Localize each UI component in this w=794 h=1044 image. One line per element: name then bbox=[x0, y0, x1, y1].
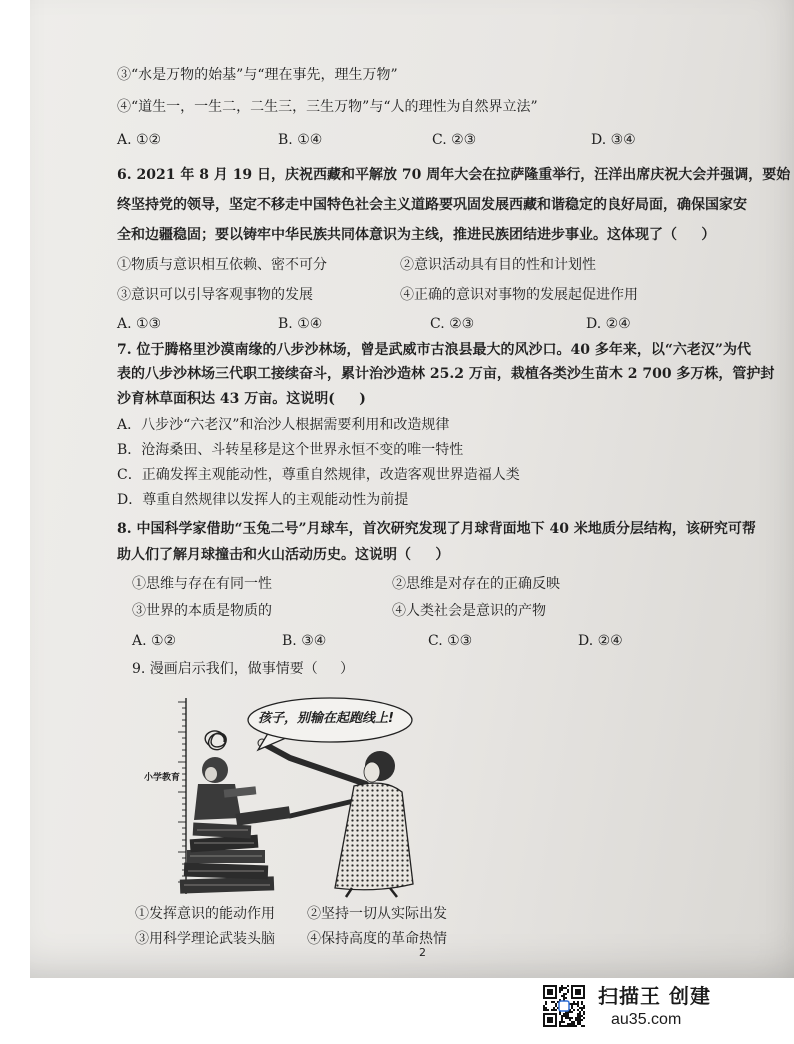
qr-module bbox=[561, 985, 563, 987]
question-8-option-2: ②思维是对存在的正确反映 bbox=[392, 576, 560, 592]
question-5-option-4: ④“道生一，一生二，二生三，三生万物”与“人的理性为自然界立法” bbox=[117, 99, 538, 115]
qr-module bbox=[559, 987, 561, 989]
qr-module bbox=[567, 989, 569, 991]
question-7-stem-line-2: 表的八步沙林场三代职工接续奋斗，累计治沙造林 25.2 万亩，栽植各类沙生苗木 2 700 多万株，管护封 bbox=[117, 366, 775, 382]
qr-module bbox=[567, 991, 569, 993]
question-8-stem-line-2: 助人们了解月球撞击和火山活动历史。这说明（ ） bbox=[117, 547, 450, 563]
qr-module bbox=[581, 1001, 583, 1003]
qr-module bbox=[555, 1005, 557, 1007]
question-5-answer-c: C. ②③ bbox=[432, 132, 477, 148]
qr-module bbox=[571, 1007, 573, 1009]
qr-module bbox=[567, 1025, 569, 1027]
qr-module bbox=[559, 1013, 561, 1015]
question-6-answer-d: D. ②④ bbox=[586, 316, 631, 332]
qr-module bbox=[575, 1017, 577, 1019]
question-8-answer-d: D. ②④ bbox=[578, 633, 623, 649]
qr-module bbox=[565, 997, 567, 999]
qr-module bbox=[577, 1021, 579, 1023]
qr-module bbox=[577, 1013, 579, 1015]
qr-module bbox=[561, 1021, 563, 1023]
qr-module bbox=[561, 987, 563, 989]
woman-face bbox=[364, 762, 380, 782]
woman-other-arm bbox=[290, 800, 358, 816]
qr-module bbox=[581, 1015, 583, 1017]
qr-module bbox=[579, 1019, 581, 1021]
question-8-option-1: ①思维与存在有同一性 bbox=[132, 576, 272, 592]
qr-module bbox=[563, 1021, 565, 1023]
qr-module bbox=[543, 1009, 545, 1011]
qr-finder-bottom-left bbox=[543, 1013, 557, 1027]
qr-module bbox=[551, 1001, 553, 1003]
qr-module bbox=[553, 1007, 555, 1009]
qr-module bbox=[571, 1005, 573, 1007]
question-8-stem-line-1: 8. 中国科学家借助“玉兔二号”月球车，首次研究发现了月球背面地下 40 米地质分层结构，该研究可帮 bbox=[117, 521, 756, 537]
book-stack bbox=[180, 822, 274, 893]
question-6-option-3: ③意识可以引导客观事物的发展 bbox=[117, 287, 313, 303]
qr-module bbox=[559, 989, 561, 991]
page-number: 2 bbox=[419, 946, 426, 959]
qr-module bbox=[565, 1025, 567, 1027]
qr-module bbox=[565, 987, 567, 989]
qr-module bbox=[571, 1021, 573, 1023]
question-7-stem-line-3: 沙育林草面积达 43 万亩。这说明( ) bbox=[117, 391, 366, 407]
qr-module bbox=[571, 1003, 573, 1005]
qr-module bbox=[567, 1013, 569, 1015]
qr-module bbox=[569, 1017, 571, 1019]
question-9-option-1: ①发挥意识的能动作用 bbox=[135, 906, 275, 922]
question-6-option-4: ④正确的意识对事物的发展起促进作用 bbox=[400, 287, 638, 303]
qr-module bbox=[567, 1023, 569, 1025]
qr-center-logo bbox=[559, 1001, 569, 1011]
qr-module bbox=[583, 1017, 585, 1019]
qr-module bbox=[545, 1007, 547, 1009]
qr-module bbox=[545, 1003, 547, 1005]
qr-module bbox=[571, 1023, 573, 1025]
qr-module bbox=[553, 1001, 555, 1003]
qr-module bbox=[559, 1025, 561, 1027]
question-9-stem: 9. 漫画启示我们，做事情要（ ） bbox=[132, 661, 355, 677]
question-6-option-2: ②意识活动具有目的性和计划性 bbox=[400, 257, 596, 273]
qr-module bbox=[563, 1015, 565, 1017]
qr-module bbox=[577, 1009, 579, 1011]
qr-code-icon bbox=[543, 985, 585, 1027]
qr-module bbox=[553, 1009, 555, 1011]
qr-module bbox=[573, 1009, 575, 1011]
question-5-answer-a: A. ①② bbox=[117, 132, 162, 148]
qr-module bbox=[563, 1025, 565, 1027]
qr-module bbox=[565, 1017, 567, 1019]
qr-module bbox=[581, 1019, 583, 1021]
question-6-stem-line-2: 终坚持党的领导，坚定不移走中国特色社会主义道路要巩固发展西藏和谐稳定的良好局面，确保国家安 bbox=[117, 197, 747, 213]
qr-module bbox=[555, 1009, 557, 1011]
qr-module bbox=[577, 1001, 579, 1003]
qr-module bbox=[579, 1015, 581, 1017]
qr-module bbox=[545, 1001, 547, 1003]
qr-module bbox=[563, 997, 565, 999]
qr-module bbox=[545, 1009, 547, 1011]
qr-module bbox=[575, 1019, 577, 1021]
question-9-option-3: ③用科学理论武装头脑 bbox=[135, 931, 275, 947]
qr-module bbox=[577, 1019, 579, 1021]
qr-module bbox=[573, 1023, 575, 1025]
question-5-answer-d: D. ③④ bbox=[591, 132, 636, 148]
qr-module bbox=[561, 995, 563, 997]
qr-module bbox=[563, 995, 565, 997]
qr-module bbox=[567, 985, 569, 987]
tangled-thoughts-scribble bbox=[205, 731, 226, 750]
qr-module bbox=[559, 1023, 561, 1025]
scanner-brand-text: 扫描王 创建 bbox=[598, 984, 711, 1008]
qr-module bbox=[583, 1005, 585, 1007]
qr-module bbox=[579, 1021, 581, 1023]
qr-module bbox=[565, 993, 567, 995]
question-5-option-3: ③“水是万物的始基”与“理在事先，理生万物” bbox=[117, 67, 398, 83]
woman-book bbox=[235, 806, 290, 825]
qr-module bbox=[577, 1023, 579, 1025]
qr-module bbox=[543, 1005, 545, 1007]
qr-module bbox=[581, 1007, 583, 1009]
speech-bubble-text: 孩子，别输在起跑线上! bbox=[258, 711, 394, 726]
question-6-answer-a: A. ①③ bbox=[117, 316, 162, 332]
qr-module bbox=[577, 1005, 579, 1007]
qr-module bbox=[581, 1003, 583, 1005]
qr-module bbox=[575, 1025, 577, 1027]
question-8-option-4: ④人类社会是意识的产物 bbox=[392, 603, 546, 619]
question-7-option-b: B．沧海桑田、斗转星移是这个世界永恒不变的唯一特性 bbox=[117, 442, 464, 458]
scanner-site-text: au35.com bbox=[611, 1011, 682, 1028]
question-6-option-1: ①物质与意识相互依赖、密不可分 bbox=[117, 257, 327, 273]
qr-module bbox=[561, 1019, 563, 1021]
qr-module bbox=[569, 1023, 571, 1025]
qr-module bbox=[547, 1009, 549, 1011]
question-8-answer-c: C. ①③ bbox=[428, 633, 473, 649]
qr-module bbox=[577, 1003, 579, 1005]
qr-module bbox=[579, 1007, 581, 1009]
qr-module bbox=[573, 1001, 575, 1003]
qr-module bbox=[579, 1013, 581, 1015]
woman-pointing-arm bbox=[266, 745, 366, 784]
qr-module bbox=[559, 991, 561, 993]
qr-module bbox=[563, 987, 565, 989]
question-7-stem-line-1: 7. 位于腾格里沙漠南缘的八步沙林场，曾是武威市古浪县最大的风沙口。40 多年来，以“六老汉”为代 bbox=[117, 342, 751, 358]
qr-module bbox=[577, 1015, 579, 1017]
qr-module bbox=[563, 993, 565, 995]
question-8-answer-a: A. ①② bbox=[132, 633, 177, 649]
question-7-option-d: D．尊重自然规律以发挥人的主观能动性为前提 bbox=[117, 492, 409, 508]
qr-module bbox=[583, 1013, 585, 1015]
qr-module bbox=[577, 1017, 579, 1019]
qr-module bbox=[551, 1009, 553, 1011]
qr-module bbox=[581, 1025, 583, 1027]
question-7-option-a: A．八步沙“六老汉”和治沙人根据需要利用和改造规律 bbox=[117, 417, 450, 433]
ruler-label: 小学教育 bbox=[144, 773, 181, 783]
question-5-answer-b: B. ①④ bbox=[278, 132, 323, 148]
qr-module bbox=[575, 1003, 577, 1005]
book bbox=[187, 850, 265, 863]
question-7-option-c: C．正确发挥主观能动性，尊重自然规律，改造客观世界造福人类 bbox=[117, 467, 520, 483]
question-9-option-2: ②坚持一切从实际出发 bbox=[307, 906, 447, 922]
qr-module bbox=[571, 1025, 573, 1027]
qr-module bbox=[583, 1011, 585, 1013]
qr-module bbox=[583, 1007, 585, 1009]
qr-module bbox=[569, 1011, 571, 1013]
qr-module bbox=[579, 1011, 581, 1013]
qr-module bbox=[565, 1013, 567, 1015]
qr-module bbox=[567, 1015, 569, 1017]
qr-module bbox=[579, 1023, 581, 1025]
child-figure bbox=[194, 731, 256, 820]
qr-module bbox=[583, 1025, 585, 1027]
question-8-answer-b: B. ③④ bbox=[282, 633, 327, 649]
question-6-stem-line-1: 6. 2021 年 8 月 19 日，庆祝西藏和平解放 70 周年大会在拉萨隆重举行，汪洋出席庆祝大会并强调，要始 bbox=[117, 167, 791, 183]
qr-module bbox=[569, 1019, 571, 1021]
qr-module bbox=[559, 1021, 561, 1023]
qr-module bbox=[563, 1013, 565, 1015]
qr-module bbox=[573, 1003, 575, 1005]
qr-module bbox=[573, 1021, 575, 1023]
qr-module bbox=[561, 989, 563, 991]
qr-module bbox=[573, 1025, 575, 1027]
qr-module bbox=[565, 1015, 567, 1017]
qr-module bbox=[561, 1017, 563, 1019]
qr-module bbox=[561, 1025, 563, 1027]
qr-module bbox=[571, 1017, 573, 1019]
question-6-answer-c: C. ②③ bbox=[430, 316, 475, 332]
qr-finder-top-left bbox=[543, 985, 557, 999]
qr-module bbox=[567, 1017, 569, 1019]
qr-module bbox=[569, 1025, 571, 1027]
question-9-option-4: ④保持高度的革命热情 bbox=[307, 931, 447, 947]
qr-module bbox=[579, 1017, 581, 1019]
qr-module bbox=[543, 1007, 545, 1009]
qr-module bbox=[561, 1015, 563, 1017]
qr-module bbox=[555, 1003, 557, 1005]
woman-dress bbox=[335, 783, 413, 890]
question-8-option-3: ③世界的本质是物质的 bbox=[132, 603, 272, 619]
question-6-answer-b: B. ①④ bbox=[278, 316, 323, 332]
qr-module bbox=[581, 1009, 583, 1011]
qr-finder-top-right bbox=[571, 985, 585, 999]
child-face bbox=[205, 767, 217, 781]
question-6-stem-line-3: 全和边疆稳固；要以铸牢中华民族共同体意识为主线，推进民族团结进步事业。这体现了（ ） bbox=[117, 227, 716, 243]
qr-module bbox=[571, 1011, 573, 1013]
